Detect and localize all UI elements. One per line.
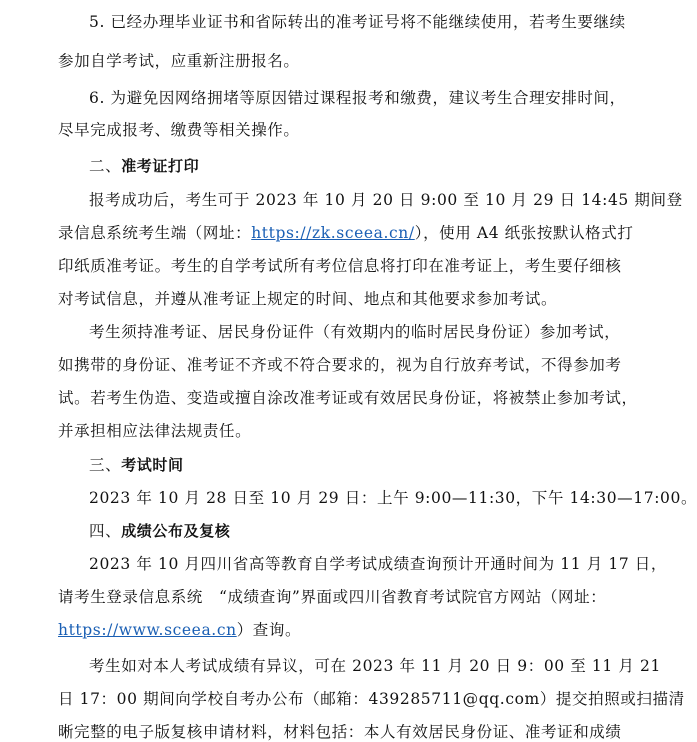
section4-heading: [89, 521, 230, 541]
section4-p1-line3: [58, 620, 301, 640]
item6-line1: 6. 为避免因网络拥堵等原因错过课程报考和缴费，建议考生合理安排时间，: [89, 89, 626, 107]
section4-p2-line3: 晰完整的电子版复核申请材料，材料包括：本人有效居民身份证、准考证和成绩: [58, 723, 622, 741]
section4-number: 四、: [89, 522, 122, 540]
section2-p1-line3: 印纸质准考证。考生的自学考试所有考位信息将打印在准考证上，考生要仔细核: [58, 257, 622, 275]
section2-title: 准考证打印: [121, 157, 200, 175]
section2-p2-line1: 考生须持准考证、居民身份证件（有效期内的临时居民身份证）参加考试，: [89, 323, 621, 341]
item5-line1: 5. 已经办理毕业证书和省际转出的准考证号将不能继续使用，若考生要继续: [89, 13, 626, 31]
section4-p1-line2: 请考生登录信息系统 “成绩查询”界面或四川省教育考试院官方网站（网址：: [58, 588, 607, 606]
section2-p1-line2-post: ），使用 A4 纸张按默认格式打: [414, 224, 634, 242]
section2-p1-line2-pre: 录信息系统考生端（网址：: [58, 224, 252, 242]
section2-p1-line2: [58, 223, 633, 243]
section2-p2-line2: 如携带的身份证、准考证不齐或不符合要求的，视为自行放弃考试，不得参加考: [58, 356, 622, 374]
section2-p1-line4: 对考试信息，并遵从准考证上规定的时间、地点和其他要求参加考试。: [58, 290, 558, 308]
sceea-website-link[interactable]: https://www.sceea.cn: [58, 621, 237, 639]
section2-number: 二、: [89, 157, 122, 175]
section3-line1: 2023 年 10 月 28 日至 10 月 29 日：上午 9:00—11:30，下午 14:30—17:00。: [89, 489, 697, 507]
item5-line2: 参加自学考试，应重新注册报名。: [58, 52, 300, 70]
section2-p1-line1: 报考成功后，考生可于 2023 年 10 月 20 日 9:00 至 10 月 29 日 14:45 期间登: [89, 191, 683, 209]
zk-website-link[interactable]: https://zk.sceea.cn/: [251, 224, 415, 242]
section2-p2-line3: 试。若考生伪造、变造或擅自涂改准考证或有效居民身份证，将被禁止参加考试，: [58, 389, 638, 407]
item6-line2: 尽早完成报考、缴费等相关操作。: [58, 121, 300, 139]
section4-title: 成绩公布及复核: [121, 522, 231, 540]
section4-p2-line1: 考生如对本人考试成绩有异议，可在 2023 年 11 月 20 日 9：00 至 11 月 21: [89, 657, 661, 675]
section3-number: 三、: [89, 456, 122, 474]
section2-p2-line4: 并承担相应法律法规责任。: [58, 422, 252, 440]
section3-heading: [89, 455, 184, 475]
section2-heading: [89, 156, 199, 176]
section3-title: 考试时间: [121, 456, 184, 474]
section4-p2-line2: 日 17：00 期间向学校自考办公布（邮箱：439285711@qq.com）提交拍照或扫描清: [58, 690, 685, 708]
section4-p1-line3-post: ）查询。: [236, 621, 302, 639]
section4-p1-line1: 2023 年 10 月四川省高等教育自学考试成绩查询预计开通时间为 11 月 17 日，: [89, 555, 668, 573]
